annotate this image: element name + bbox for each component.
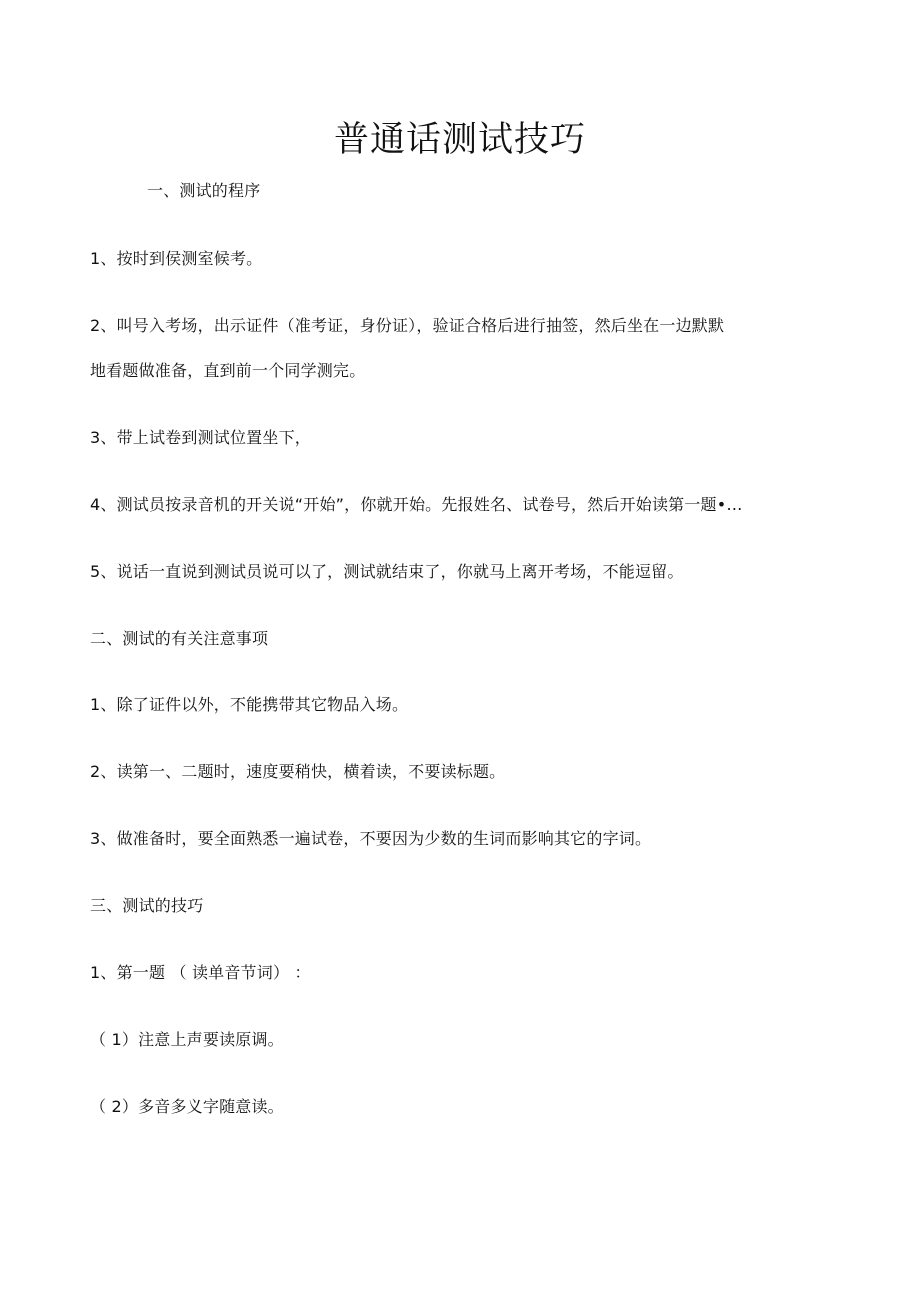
procedure-item-4: 4、测试员按录音机的开关说“开始”，你就开始。先报姓名、试卷号，然后开始读第一题•… bbox=[90, 495, 743, 514]
procedure-item-5: 5、说话一直说到测试员说可以了，测试就结束了，你就马上离开考场，不能逗留。 bbox=[90, 562, 684, 581]
notes-item-3: 3、做准备时，要全面熟悉一遍试卷，不要因为少数的生词而影响其它的字词。 bbox=[90, 829, 652, 848]
procedure-item-1: 1、按时到侯测室候考。 bbox=[90, 249, 263, 268]
procedure-item-3: 3、带上试卷到测试位置坐下， bbox=[90, 428, 311, 447]
techniques-item-1: 1、第一题 （ 读单音节词） ： bbox=[90, 963, 311, 982]
section-heading-notes: 二、测试的有关注意事项 bbox=[90, 629, 269, 648]
notes-item-2: 2、读第一、二题时，速度要稍快，横着读，不要读标题。 bbox=[90, 762, 506, 781]
procedure-item-2-line-2: 地看题做准备，直到前一个同学测完。 bbox=[90, 361, 366, 380]
procedure-item-2-line-1: 2、叫号入考场，出示证件（准考证，身份证），验证合格后进行抽签，然后坐在一边默默 bbox=[90, 316, 725, 335]
document-title: 普通话测试技巧 bbox=[333, 120, 586, 160]
notes-item-1: 1、除了证件以外，不能携带其它物品入场。 bbox=[90, 695, 409, 714]
techniques-subitem-1: （ 1）注意上声要读原调。 bbox=[90, 1030, 284, 1049]
section-heading-procedure: 一、测试的程序 bbox=[147, 181, 261, 200]
techniques-subitem-2: （ 2）多音多义字随意读。 bbox=[90, 1097, 284, 1116]
section-heading-techniques: 三、测试的技巧 bbox=[90, 896, 204, 915]
